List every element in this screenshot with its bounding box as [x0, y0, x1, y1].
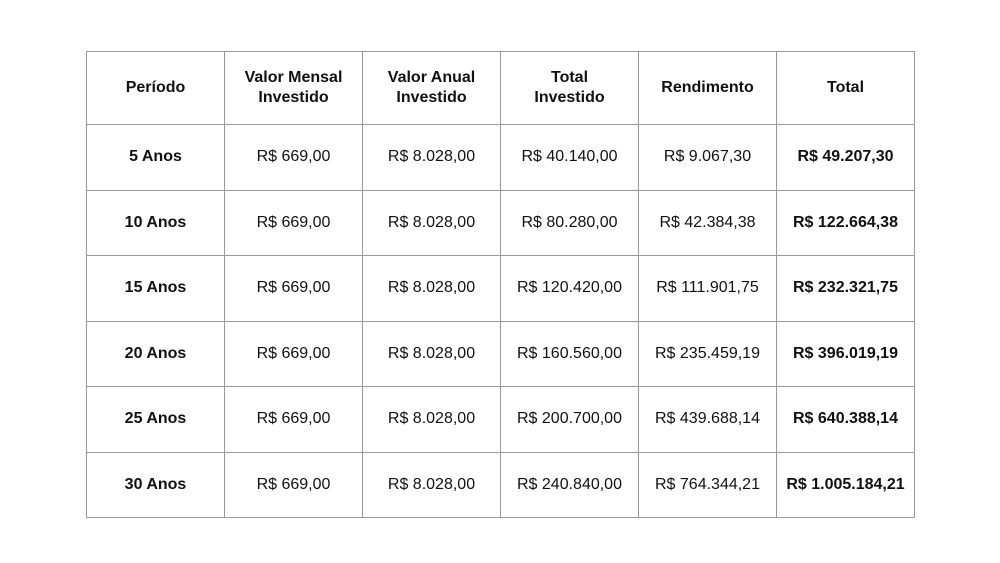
table-row [87, 256, 915, 322]
cell-total: R$ 122.664,38 [777, 190, 915, 256]
header-total-investido [501, 52, 639, 125]
cell-periodo: 10 Anos [87, 190, 225, 256]
cell-total-investido: R$ 40.140,00 [501, 125, 639, 191]
table-header [87, 52, 915, 125]
cell-rendimento: R$ 439.688,14 [639, 387, 777, 453]
table-row [87, 321, 915, 387]
cell-rendimento: R$ 235.459,19 [639, 321, 777, 387]
cell-valor-mensal: R$ 669,00 [225, 190, 363, 256]
cell-rendimento: R$ 9.067,30 [639, 125, 777, 191]
cell-rendimento: R$ 111.901,75 [639, 256, 777, 322]
cell-total: R$ 640.388,14 [777, 387, 915, 453]
cell-valor-anual: R$ 8.028,00 [363, 190, 501, 256]
cell-valor-anual: R$ 8.028,00 [363, 125, 501, 191]
cell-total-investido: R$ 120.420,00 [501, 256, 639, 322]
cell-total-investido: R$ 160.560,00 [501, 321, 639, 387]
header-row [87, 52, 915, 125]
table-body [87, 125, 915, 518]
header-total-investido-label: Total Investido [534, 69, 605, 106]
cell-valor-anual: R$ 8.028,00 [363, 256, 501, 322]
cell-periodo: 5 Anos [87, 125, 225, 191]
header-total-label: Total [826, 79, 865, 96]
header-rendimento [639, 52, 777, 125]
cell-valor-anual: R$ 8.028,00 [363, 321, 501, 387]
cell-total-investido: R$ 200.700,00 [501, 387, 639, 453]
table-row [87, 452, 915, 518]
header-valor-anual-label: Valor Anual Investido [387, 69, 476, 106]
header-valor-anual [363, 52, 501, 125]
cell-rendimento: R$ 764.344,21 [639, 452, 777, 518]
header-periodo-label: Período [125, 79, 186, 96]
cell-periodo: 25 Anos [87, 387, 225, 453]
table-row [87, 125, 915, 191]
cell-valor-anual: R$ 8.028,00 [363, 452, 501, 518]
cell-total: R$ 49.207,30 [777, 125, 915, 191]
cell-valor-anual: R$ 8.028,00 [363, 387, 501, 453]
cell-total: R$ 1.005.184,21 [777, 452, 915, 518]
cell-total: R$ 232.321,75 [777, 256, 915, 322]
cell-periodo: 30 Anos [87, 452, 225, 518]
cell-valor-mensal: R$ 669,00 [225, 256, 363, 322]
cell-valor-mensal: R$ 669,00 [225, 387, 363, 453]
cell-valor-mensal: R$ 669,00 [225, 452, 363, 518]
cell-periodo: 20 Anos [87, 321, 225, 387]
cell-valor-mensal: R$ 669,00 [225, 321, 363, 387]
investment-table [86, 51, 915, 518]
cell-total: R$ 396.019,19 [777, 321, 915, 387]
table-row [87, 190, 915, 256]
header-periodo [87, 52, 225, 125]
cell-total-investido: R$ 80.280,00 [501, 190, 639, 256]
header-valor-mensal [225, 52, 363, 125]
header-rendimento-label: Rendimento [661, 79, 754, 96]
table-row [87, 387, 915, 453]
header-valor-mensal-label: Valor Mensal Investido [244, 69, 343, 106]
cell-rendimento: R$ 42.384,38 [639, 190, 777, 256]
header-total [777, 52, 915, 125]
cell-valor-mensal: R$ 669,00 [225, 125, 363, 191]
cell-periodo: 15 Anos [87, 256, 225, 322]
cell-total-investido: R$ 240.840,00 [501, 452, 639, 518]
